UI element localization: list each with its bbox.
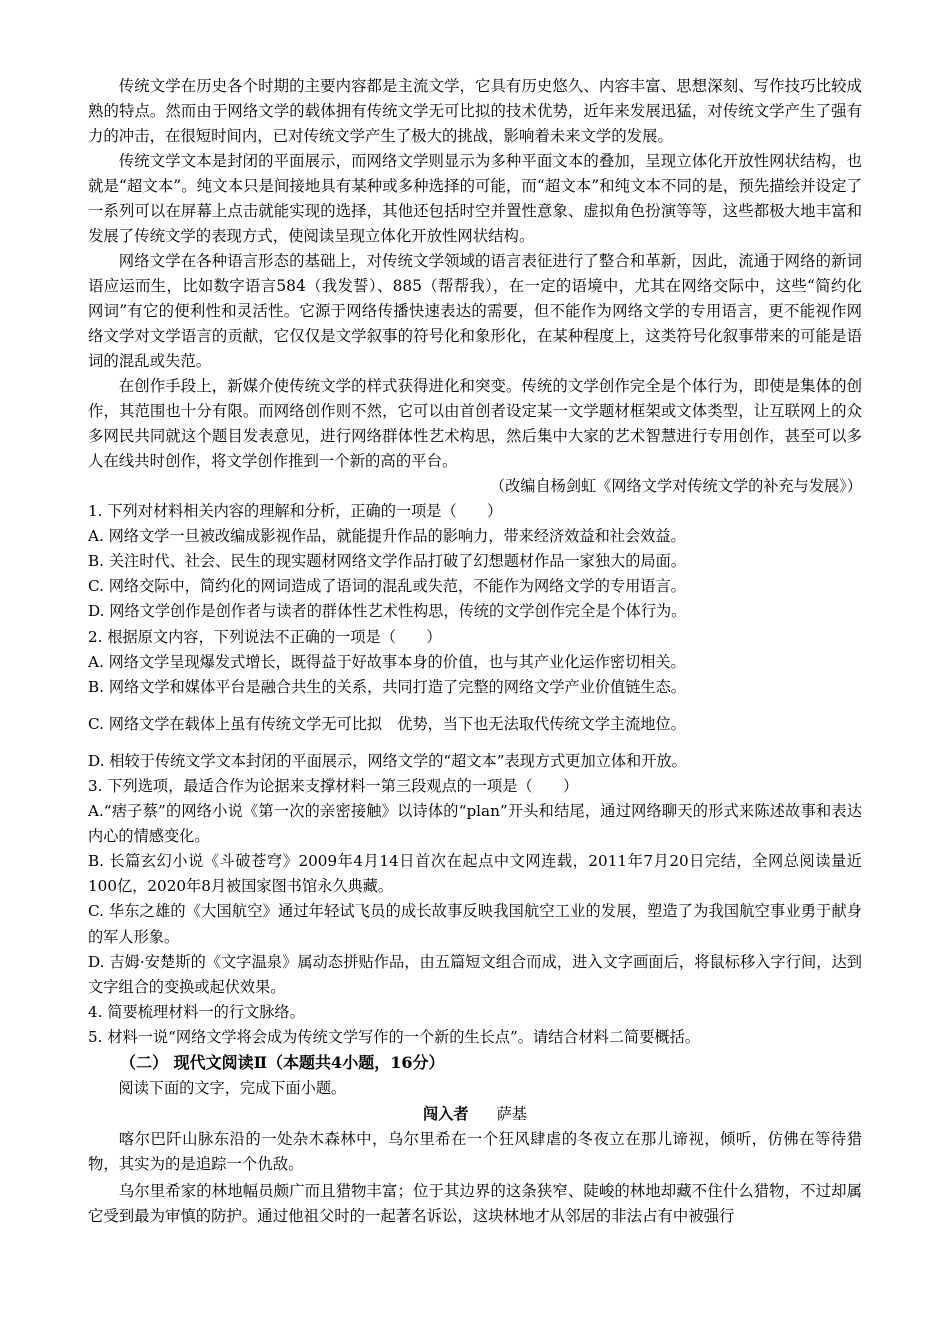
passage-source: （改编自杨剑虹《网络文学对传统文学的补充与发展》） <box>489 477 862 496</box>
question-5: 5. 材料一说“网络文学将会成为传统文学写作的一个新的生长点”。请结合材料二简要概括。 <box>88 1027 700 1046</box>
question-1-option-c: C. 网络交际中，简约化的网词造成了语词的混乱或失范，不能作为网络文学的专用语言。 <box>88 577 686 596</box>
question-3-stem: 3. 下列选项，最适合作为论据来支撑材料一第三段观点的一项是（ ） <box>88 777 579 795</box>
passage-paragraph-2: 传统文学文本是封闭的平面展示，而网络文学则显示为多种平面文本的叠加，呈现立体化开放性网状结构，也就是“超文本”。纯文本只是间接地具有某种或多种选择的可能，而“超文本”和纯文本不同的是，预先描绘并设定了一系列可以在屏幕上点击就能实现的选择，其他还包括时空并置性意象、虚拟角色扮演等等，这些都极大地丰富和发展了传统文学的表现方式，使阅读呈现立体化开放性网状结构。 <box>88 152 862 245</box>
question-4: 4. 简要梳理材料一的行文脉络。 <box>88 1002 305 1021</box>
section-heading: （二） 现代文阅读Ⅱ（本题共4小题，16分） <box>120 1053 445 1073</box>
question-1-option-d: D. 网络文学创作是创作者与读者的群体性艺术性构思，传统的文学创作完全是个体行为。 <box>88 602 687 621</box>
question-3-option-c: C. 华东之雄的《大国航空》通过年轻试飞员的成长故事反映我国航空工业的发展，塑造了为我国航空事业勇于献身的军人形象。 <box>88 902 862 946</box>
document-page <box>88 74 862 1229</box>
story-author: 萨基 <box>496 1105 527 1124</box>
question-3-option-b: B. 长篇玄幻小说《斗破苍穹》2009年4月14日首次在起点中文网连载，2011年7月20日完结，全网总阅读量近100亿，2020年8月被国家图书馆永久典藏。 <box>88 852 862 896</box>
question-2-stem: 2. 根据原文内容，下列说法不正确的一项是（ ） <box>88 627 442 646</box>
question-2-option-a: A. 网络文学呈现爆发式增长，既得益于好故事本身的价值，也与其产业化运作密切相关。 <box>88 652 686 671</box>
question-3-option-d: D. 吉姆·安楚斯的《文字温泉》属动态拼贴作品，由五篇短文组合而成，进入文字画面后，将鼠标移入字行间，达到文字组合的变换或起伏效果。 <box>88 952 862 996</box>
question-1-option-b: B. 关注时代、社会、民生的现实题材网络文学作品打破了幻想题材作品一家独大的局面。 <box>88 552 686 571</box>
question-2-option-d: D. 相较于传统文学文本封闭的平面展示，网络文学的“超文本”表现方式更加立体和开放。 <box>88 751 687 770</box>
passage-paragraph-1: 传统文学在历史各个时期的主要内容都是主流文学，它具有历史悠久、内容丰富、思想深刻、写作技巧比较成熟的特点。然而由于网络文学的载体拥有传统文学无可比拟的技术优势，近年来发展迅猛，对传统文学产生了强有力的冲击，在很短时间内，已对传统文学产生了极大的挑战，影响着未来文学的发展。 <box>88 77 862 145</box>
question-2-option-b: B. 网络文学和媒体平台是融合共生的关系，共同打造了完整的网络文学产业价值链生态。 <box>88 677 686 696</box>
question-1-stem: 1. 下列对材料相关内容的理解和分析，正确的一项是（ ） <box>88 502 503 521</box>
story-title-line <box>88 1101 862 1127</box>
story-paragraph-1: 喀尔巴阡山脉东沿的一处杂木森林中，乌尔里希在一个狂风肆虐的冬夜立在那儿谛视，倾听，仿佛在等待猎物，其实为的是追踪一个仇敌。 <box>88 1130 862 1173</box>
question-2-option-c: C. 网络文学在载体上虽有传统文学无可比拟 优势，当下也无法取代传统文学主流地位。 <box>88 714 686 733</box>
story-paragraph-2: 乌尔里希家的林地幅员颇广而且猎物丰富；位于其边界的这条狭窄、陡峻的林地却藏不住什么猎物，不过却属它受到最为审慎的防护。通过他祖父时的一起著名诉讼，这块林地才从邻居的非法占有中被强行 <box>88 1181 862 1225</box>
question-1-option-a: A. 网络文学一旦被改编成影视作品，就能提升作品的影响力，带来经济效益和社会效益。 <box>88 527 686 546</box>
question-3-option-a: A.“痞子蔡”的网络小说《第一次的亲密接触》以诗体的“plan”开头和结尾，通过网络聊天的形式来陈述故事和表达内心的情感变化。 <box>88 802 862 846</box>
passage-paragraph-3: 网络文学在各种语言形态的基础上，对传统文学领域的语言表征进行了整合和革新，因此，流通于网络的新词语应运而生，比如数字语言584（我发誓）、885（帮帮我），在一定的语境中，尤其在网络交际中，这些“简约化网词”有它的便利性和灵活性。它源于网络传播快速表达的需要，但不能作为网络文学的专用语言，更不能视作网络文学对文学语言的贡献，它仅仅是文学叙事的符号化和象形化，在某种程度上，这类符号化叙事带来的可能是语词的混乱或失范。 <box>88 252 862 370</box>
story-title: 闯入者 <box>423 1105 469 1124</box>
passage-paragraph-4: 在创作手段上，新媒介使传统文学的样式获得进化和突变。传统的文学创作完全是个体行为，即使是集体的创作，其范围也十分有限。而网络创作则不然，它可以由首创者设定某一文学题材框架或文体类型，让互联网上的众多网民共同就这个题目发表意见，进行网络群体性艺术构思，然后集中大家的艺术智慧进行专用创作，甚至可以多人在线共时创作，将文学创作推到一个新的高的平台。 <box>88 377 862 470</box>
section-instruction: 阅读下面的文字，完成下面小题。 <box>118 1079 347 1098</box>
